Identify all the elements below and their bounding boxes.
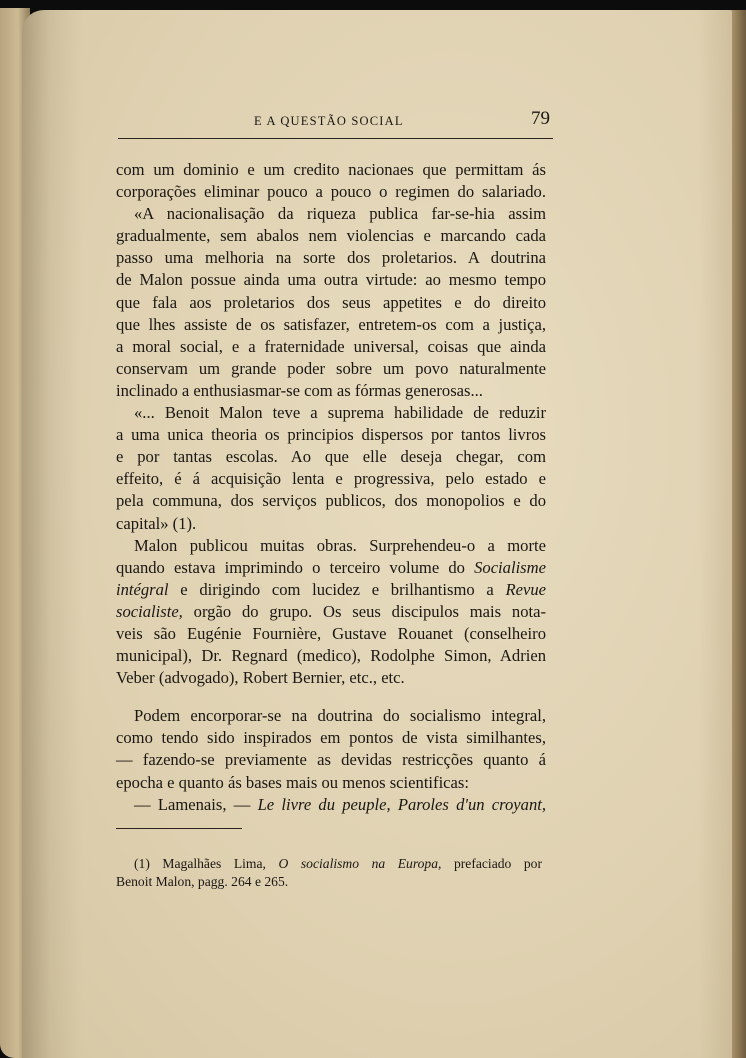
text-line: capital» (1). [116,513,197,533]
footnote-rule [116,828,242,829]
text-line: municipal), Dr. Regnard (medico), Rodolphe Simon, Adrien [116,646,546,666]
text-line: a uma unica theoria os principios dispersos por tantos livros [116,425,546,445]
text-line [116,579,546,601]
text-line: — fazendo-se previamente as devidas restricções quanto á [116,750,546,770]
text-line [116,601,546,623]
text-line: «... Benoit Malon teve a suprema habilidade de reduzir [134,403,546,423]
text-line [116,557,546,579]
text-line: «A nacionalisação da riqueza publica far-se-hia assim [134,204,546,224]
text-line: conservam um grande poder sobre um povo naturalmente [116,358,546,378]
text-line: que lhes assiste de os satisfazer, entretem-os com a justiça, [116,314,546,334]
text-line: com um dominio e um credito nacionaes que permittam ás [116,160,546,179]
italic-title: Revue [505,579,546,599]
text-line [116,794,546,816]
text-line: Veber (advogado), Robert Bernier, etc., etc. [116,668,405,688]
text-line: effeito, é á acquisição lenta e progressiva, pelo estado e [116,469,546,489]
text-line: passo uma melhoria na sorte dos proletarios. A doutrina [116,248,546,268]
text-segment: quando estava imprimindo o terceiro volume do [116,557,465,577]
text-segment: prefaciado por [453,856,542,871]
italic-title: Le livre du peuple, Paroles d'un croyant, [257,794,546,814]
body-text [116,159,546,816]
italic-title: O socialismo na Europa, [278,856,442,871]
text-line: Podem encorporar-se na doutrina do socialismo integral, [134,706,546,726]
text-segment: (1) Magalhães Lima, [134,856,266,871]
text-line: a moral social, e a fraternidade universal, coisas que ainda [116,336,546,356]
text-line: pela communa, dos serviços publicos, dos monopolios e do [116,491,546,511]
text-line: corporações eliminar pouco a pouco o regimen do salariado. [116,182,546,202]
text-segment: — Lamenais, — [134,794,251,814]
text-line: epocha e quanto ás bases mais ou menos scientificas: [116,772,469,792]
running-head: E A QUESTÃO SOCIAL [254,114,404,128]
text-segment: e dirigindo com lucidez e brilhantismo a [180,579,494,599]
right-page-edge [732,10,746,1058]
footnote-line: Benoit Malon, pagg. 264 e 265. [116,874,289,889]
page-header [118,108,552,136]
header-rule [118,138,553,139]
text-line: Malon publicou muitas obras. Surprehendeu-o a morte [134,535,546,555]
italic-title: intégral [116,579,169,599]
text-line: e por tantas escolas. Ao que elle deseja chegar, com [116,447,546,467]
italic-title: socialiste, [116,601,183,621]
text-line: veis são Eugénie Fournière, Gustave Rouanet (conselheiro [116,623,546,643]
italic-title: Socialisme [474,557,546,577]
text-line: gradualmente, sem abalos nem violencias e marcando cada [116,226,546,246]
page-number: 79 [531,108,550,129]
text-line: que fala aos proletarios dos seus appetites e do direito [116,292,546,312]
footnote [116,855,542,891]
text-segment: orgão do grupo. Os seus discipulos mais nota- [193,601,546,621]
text-line: como tendo sido inspirados em pontos de vista similhantes, [116,728,546,748]
text-line: de Malon possue ainda uma outra virtude: ao mesmo tempo [116,270,546,290]
footnote-line [116,855,542,873]
text-line: inclinado a enthusiasmar-se com as fórmas generosas... [116,380,483,400]
